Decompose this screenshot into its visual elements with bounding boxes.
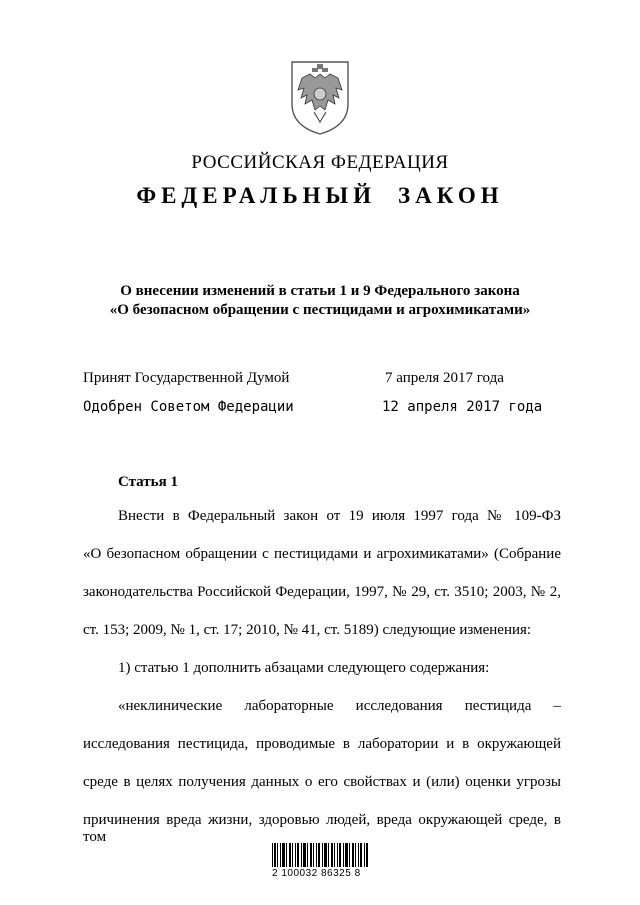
article-line: «О безопасном обращении с пестицидами и агрохимикатами» (Собрание bbox=[83, 546, 561, 562]
law-title bbox=[0, 282, 640, 320]
law-title-line-2: «О безопасном обращении с пестицидами и агрохимикатами» bbox=[109, 302, 531, 318]
document-type-word-1: ФЕДЕРАЛЬНЫЙ bbox=[136, 183, 377, 208]
document-type-word-2: ЗАКОН bbox=[398, 183, 504, 208]
article-line: исследования пестицида, проводимые в лаборатории и в окружающей bbox=[83, 736, 561, 752]
article-line: 1) статью 1 дополнить абзацами следующего содержания: bbox=[118, 660, 490, 676]
adoption-label-council: Одобрен Советом Федерации bbox=[83, 399, 294, 415]
law-title-line-1: О внесении изменений в статьи 1 и 9 Федерального закона bbox=[120, 283, 520, 299]
article-line: «неклинические лабораторные исследования пестицида – bbox=[118, 698, 561, 714]
article-line: причинения вреда жизни, здоровью людей, вреда окружающей среде, в том bbox=[83, 812, 561, 845]
country-name: РОССИЙСКАЯ ФЕДЕРАЦИЯ bbox=[191, 152, 449, 173]
article-line: среде в целях получения данных о его свойствах и (или) оценки угрозы bbox=[83, 774, 561, 790]
article-line: ст. 153; 2009, № 1, ст. 17; 2010, № 41, ст. 5189) следующие изменения: bbox=[83, 622, 532, 638]
adoption-date-council: 12 апреля 2017 года bbox=[382, 399, 543, 415]
article-heading: Статья 1 bbox=[118, 474, 178, 490]
barcode-number: 2 100032 86325 8 bbox=[272, 868, 361, 879]
article-line: Внести в Федеральный закон от 19 июля 1997 года № 109-ФЗ bbox=[118, 508, 561, 524]
adoption-date-duma: 7 апреля 2017 года bbox=[385, 370, 504, 386]
barcode-icon bbox=[272, 843, 368, 867]
article-line: законодательства Российской Федерации, 1997, № 29, ст. 3510; 2003, № 2, bbox=[83, 584, 561, 600]
adoption-label-duma: Принят Государственной Думой bbox=[83, 370, 290, 386]
document-type bbox=[0, 183, 640, 209]
russian-coat-of-arms-icon bbox=[288, 60, 352, 136]
